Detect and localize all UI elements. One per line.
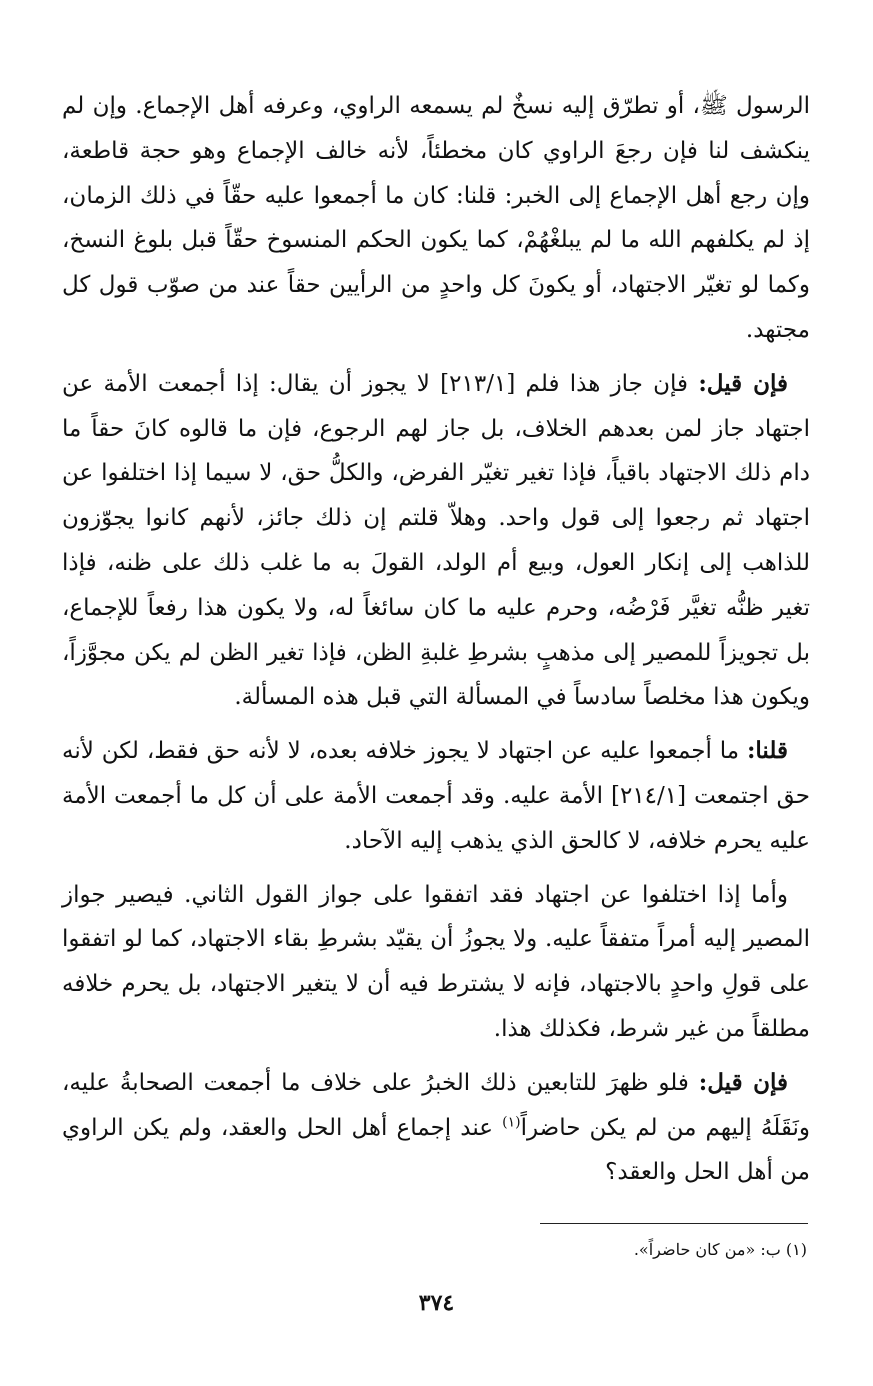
- paragraph-3-lead: قلنا:: [746, 737, 788, 765]
- paragraph-2-lead: فإن قيل:: [698, 369, 788, 397]
- paragraph-1-text: الرسول ﷺ، أو تطرّق إليه نسخٌ لم يسمعه الراوي، وعرفه أهل الإجماع. وإن لم ينكشف لنا فإن رجعَ الراوي كان مخطئاً، لأنه خالف الإجماع وهو حجة قاطعة، وإن رجع أهل الإجماع إلى الخبر: قلنا: كان ما أجمعوا عليه حقّاً في ذلك الزمان، إذ لم يكلفهم الله ما لم يبلغْهُمْ، كما يكون الحكم المنسوخ حقّاً قبل بلوغ النسخ، وكما لو تغيّر الاجتهاد، أو يكونَ كل واحدٍ من الرأيين حقاً عند من صوّب قول كل مجتهد.: [62, 93, 810, 343]
- paragraph-5-text-b: عند إجماع أهل الحل والعقد، ولم يكن الراوي من أهل الحل والعقد؟: [62, 1114, 810, 1186]
- paragraph-3-text: ما أجمعوا عليه عن اجتهاد لا يجوز خلافه بعده، لا لأنه حق فقط، لكن لأنه حق اجتمعت [٢١٤/١] الأمة عليه. وقد أجمعت الأمة على أن كل ما أجمعت الأمة عليه يحرم خلافه، لا كالحق الذي يذهب إليه الآحاد.: [62, 738, 810, 854]
- paragraph-2: [62, 362, 810, 720]
- paragraph-3: [62, 729, 810, 863]
- paragraph-4: [62, 873, 810, 1052]
- paragraph-1: [62, 84, 810, 353]
- paragraph-2-text: فإن جاز هذا فلم [٢١٣/١] لا يجوز أن يقال: إذا أجمعت الأمة عن اجتهاد جاز لمن بعدهم الخلاف، بل جاز لهم الرجوع، فإن ما قالوه كانَ حقاً ما دام ذلك الاجتهاد باقياً، فإذا تغير تغيّر الفرض، والكلُّ حق، لا سيما إذا اختلفوا عن اجتهاد ثم رجعوا إلى قول واحد. وهلاّ قلتم إن ذلك جائز، لأنهم كانوا يجوّزون للذاهب إلى إنكار العول، وبيع أم الولد، القولَ به ما غلب ذلك على ظنه، فإذا تغير ظنُّه تغيَّر فَرْضُه، وحرم عليه ما كان سائغاً له، ولا يكون هذا رفعاً للإجماع، بل تجويزاً للمصير إلى مذهبٍ بشرطِ غلبةِ الظن، فإذا تغير الظن لم يكن مجوَّزاً، ويكون هذا مخلصاً سادساً في المسألة التي قبل هذه المسألة.: [62, 370, 810, 711]
- footnote-divider: [540, 1223, 808, 1224]
- page-body: [62, 84, 810, 1204]
- footnote-text: (١) ب: «من كان حاضراً».: [633, 1240, 807, 1259]
- footnote-reference[interactable]: (١): [502, 1113, 521, 1130]
- footnote: [634, 1238, 807, 1262]
- paragraph-5-lead: فإن قيل:: [698, 1068, 789, 1096]
- paragraph-5: [62, 1061, 810, 1195]
- page-number: ٣٧٤: [418, 1290, 455, 1316]
- paragraph-5-text-a: فلو ظهرَ للتابعين ذلك الخبرُ على خلاف ما أجمعت الصحابةُ عليه، ونَقَلَهُ إليهم من لم يكن حاضراً: [62, 1069, 810, 1141]
- paragraph-4-text: وأما إذا اختلفوا عن اجتهاد فقد اتفقوا على جواز القول الثاني. فيصير جواز المصير إليه أمراً متفقاً عليه. ولا يجوزُ أن يقيّد بشرطِ بقاء الاجتهاد، كما لو اتفقوا على قولِ واحدٍ بالاجتهاد، فإنه لا يشترط فيه أن لا يتغير الاجتهاد، بل يحرم خلافه مطلقاً من غير شرط، فكذلك هذا.: [62, 881, 810, 1042]
